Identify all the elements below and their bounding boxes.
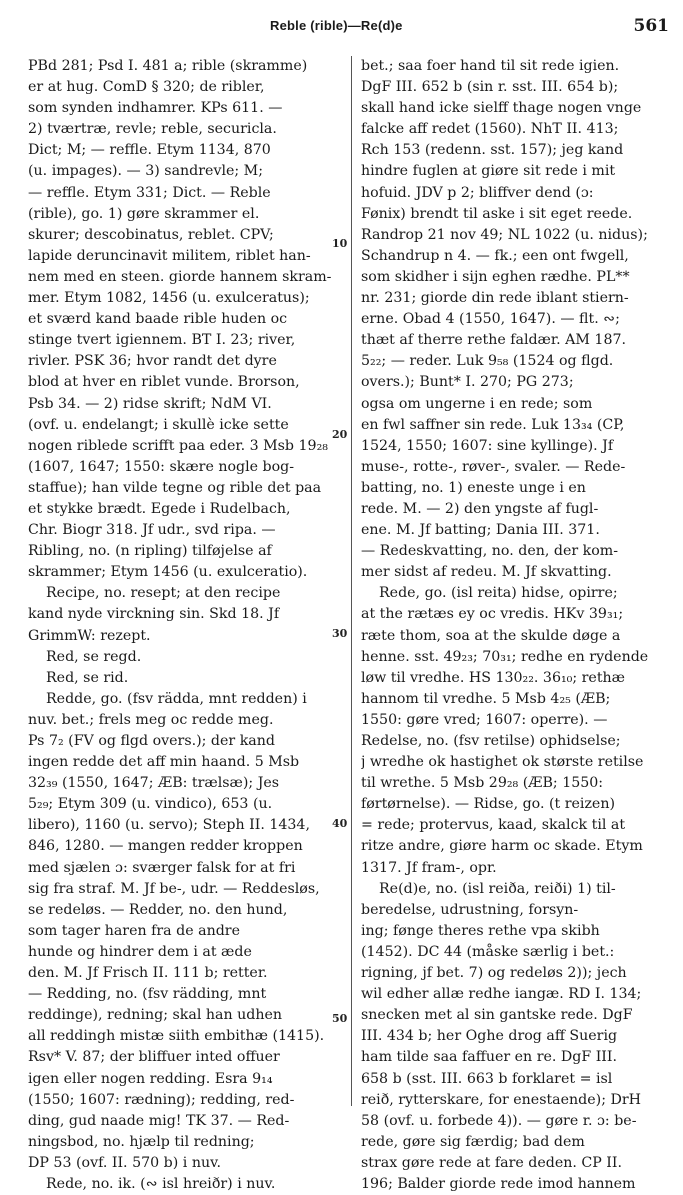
text-line: igen eller nogen redding. Esra 9₁₄ bbox=[28, 1070, 273, 1087]
text-line: som synden indhamrer. KPs 611. — bbox=[28, 100, 283, 117]
text-line: som skidher i sijn eghen rædhe. PL** bbox=[361, 268, 630, 285]
text-line: 1524, 1550; 1607: sine kyllinge). Jf bbox=[361, 437, 614, 454]
text-line: (rible), go. 1) gøre skrammer el. bbox=[28, 205, 260, 222]
text-line: som tager haren fra de andre bbox=[28, 922, 240, 939]
text-line: PBd 281; Psd I. 481 a; rible (skramme) bbox=[28, 58, 308, 74]
text-line: Rede, go. (isl reita) hidse, opirre; bbox=[379, 585, 618, 602]
text-line: ræte thom, soa at the skulde døge a bbox=[361, 627, 621, 644]
text-line: ningsbod, no. hjælp til redning; bbox=[28, 1133, 255, 1150]
text-line: den. M. Jf Frisch II. 111 b; retter. bbox=[28, 965, 268, 982]
text-line: (u. impages). — 3) sandrevle; M; bbox=[28, 163, 263, 180]
text-line: — reffle. Etym 331; Dict. — Reble bbox=[28, 184, 271, 201]
text-line: (1550; 1607: rædning); redding, red- bbox=[28, 1091, 295, 1108]
text-line: Ps 7₂ (FV og flgd overs.); der kand bbox=[28, 733, 275, 749]
text-line: ham tilde saa faffuer en re. DgF III. bbox=[361, 1049, 618, 1066]
text-line: til wrethe. 5 Msb 29₂₈ (ÆB; 1550: bbox=[361, 775, 604, 792]
text-line: ritze andre, giøre harm oc skade. Etym bbox=[361, 838, 643, 855]
text-line: strax gøre rede at fare deden. CP II. bbox=[361, 1154, 623, 1171]
text-line: nogen riblede scrifft paa eder. 3 Msb 19₂₈ bbox=[28, 437, 328, 454]
text-line: (1607, 1647; 1550: skære nogle bog- bbox=[28, 458, 295, 475]
text-line: all reddingh mistæ siith embithæ (1415). bbox=[28, 1028, 325, 1045]
margin-line-number: 10 bbox=[332, 237, 348, 250]
margin-line-number: 20 bbox=[332, 428, 348, 441]
text-line: et stykke brædt. Egede i Rudelbach, bbox=[28, 500, 291, 517]
text-line: henne. sst. 49₂₃; 70₃₁; redhe en rydende bbox=[361, 648, 649, 665]
left-column bbox=[28, 56, 338, 1195]
text-line: bet.; saa foer hand til sit rede igien. bbox=[361, 58, 620, 74]
text-line: se redeløs. — Redder, no. den hund, bbox=[28, 901, 288, 918]
text-line: 5₂₉; Etym 309 (u. vindico), 653 (u. bbox=[28, 796, 273, 813]
column-divider bbox=[351, 56, 352, 1106]
text-line: mer sidst af redeu. M. Jf skvatting. bbox=[361, 564, 612, 581]
text-line: sig fra straf. M. Jf be-, udr. — Reddesløs, bbox=[28, 880, 320, 897]
text-line: skall hand icke sielff thage nogen vnge bbox=[361, 100, 642, 117]
text-line: libero), 1160 (u. servo); Steph II. 1434, bbox=[28, 817, 310, 834]
text-line: 1317. Jf fram-, opr. bbox=[361, 859, 497, 876]
text-line: ogsa om ungerne i en rede; som bbox=[361, 395, 593, 412]
text-line: DP 53 (ovf. II. 570 b) i nuv. bbox=[28, 1154, 221, 1171]
text-line: muse-, rotte-, røver-, svaler. — Rede- bbox=[361, 458, 626, 475]
text-line: DgF III. 652 b (sin r. sst. III. 654 b); bbox=[361, 79, 619, 96]
margin-line-number: 30 bbox=[332, 627, 348, 640]
text-line: Ribling, no. (n ripling) tilføjelse af bbox=[28, 543, 272, 560]
text-line: Randrop 21 nov 49; NL 1022 (u. nidus); bbox=[361, 226, 648, 243]
text-line: ingen redde det aff min haand. 5 Msb bbox=[28, 754, 300, 771]
text-line: ene. M. Jf batting; Dania III. 371. bbox=[361, 522, 600, 539]
text-line: ing; fønge theres rethe vpa skibh bbox=[361, 922, 600, 939]
text-line: blod at hver en riblet vunde. Brorson, bbox=[28, 374, 300, 391]
text-line: rede, gøre sig færdig; bad dem bbox=[361, 1133, 585, 1150]
text-line: hunde og hindrer dem i at æde bbox=[28, 943, 252, 960]
text-line: j wredhe ok hastighet ok største retilse bbox=[361, 754, 644, 771]
text-line: GrimmW: rezept. bbox=[28, 627, 151, 644]
text-line: Dict; M; — reffle. Etym 1134, 870 bbox=[28, 142, 271, 159]
text-line: Psb 34. — 2) ridse skrift; NdM VI. bbox=[28, 395, 272, 412]
text-line: er at hug. ComD § 320; de ribler, bbox=[28, 79, 265, 96]
text-line: beredelse, udrustning, forsyn- bbox=[361, 901, 579, 918]
text-line: reddinge), redning; skal han udhen bbox=[28, 1007, 283, 1024]
text-line: skurer; descobinatus, reblet. CPV; bbox=[28, 226, 274, 243]
right-column bbox=[361, 56, 673, 1195]
text-line: 846, 1280. — mangen redder kroppen bbox=[28, 838, 303, 855]
text-line: 196; Balder giorde rede imod hannem bbox=[361, 1175, 636, 1192]
text-line: overs.); Bunt* I. 270; PG 273; bbox=[361, 374, 574, 391]
text-line: Chr. Biogr 318. Jf udr., svd ripa. — bbox=[28, 522, 276, 539]
text-line: staffue); han vilde tegne og rible det paa bbox=[28, 479, 322, 496]
text-line: 2) tværtræ, revle; reble, securicla. bbox=[28, 121, 277, 138]
text-line: Redde, go. (fsv rädda, mnt redden) i bbox=[46, 690, 307, 707]
text-line: (ovf. u. endelangt; i skullè icke sette bbox=[28, 416, 289, 433]
text-line: Red, se rid. bbox=[46, 669, 129, 686]
text-line: rigning, jf bet. 7) og redeløs 2)); jech bbox=[361, 965, 627, 982]
text-line: reið, rytterskare, for enestaende); DrH bbox=[361, 1091, 642, 1108]
text-line: Schandrup n 4. — fk.; een ont fwgell, bbox=[361, 247, 629, 264]
text-line: wil edher allæ redhe iangæ. RD I. 134; bbox=[361, 986, 642, 1003]
text-line: (1452). DC 44 (måske særlig i bet.: bbox=[361, 943, 615, 960]
text-line: rede. M. — 2) den yngste af fugl- bbox=[361, 500, 599, 517]
text-line: Redelse, no. (fsv retilse) ophidselse; bbox=[361, 733, 621, 749]
text-line: 658 b (sst. III. 663 b forklaret = isl bbox=[361, 1070, 613, 1087]
text-line: at the rætæs ey oc vredis. HKv 39₃₁; bbox=[361, 606, 624, 623]
text-line: Red, se regd. bbox=[46, 648, 142, 665]
text-line: Re(d)e, no. (isl reiða, reiði) 1) til- bbox=[379, 880, 616, 897]
text-line: hofuid. JDV p 2; bliffver dend (ɔ: bbox=[361, 184, 594, 201]
text-line: ding, gud naade mig! TK 37. — Red- bbox=[28, 1112, 290, 1129]
text-line: førtørnelse). — Ridse, go. (t reizen) bbox=[361, 796, 615, 813]
text-line: lapide deruncinavit militem, riblet han- bbox=[28, 247, 311, 264]
text-line: 58 (ovf. u. forbede 4)). — gøre r. ɔ: be- bbox=[361, 1112, 637, 1129]
text-line: med sjælen ɔ: sværger falsk for at fri bbox=[28, 859, 296, 876]
text-line: Rede, no. ik. (∾ isl hreiðr) i nuv. bbox=[46, 1175, 276, 1192]
page-header bbox=[0, 14, 683, 38]
margin-line-number: 50 bbox=[332, 1012, 348, 1025]
text-line: 5₂₂; — reder. Luk 9₅₈ (1524 og flgd. bbox=[361, 353, 614, 370]
text-line: Fønix) brendt til aske i sit eget reede. bbox=[361, 205, 633, 222]
text-line: rivler. PSK 36; hvor randt det dyre bbox=[28, 353, 277, 370]
text-line: III. 434 b; her Oghe drog aff Suerig bbox=[361, 1028, 618, 1045]
text-line: 32₃₉ (1550, 1647; ÆB: trælsæ); Jes bbox=[28, 775, 280, 792]
text-line: batting, no. 1) eneste unge i en bbox=[361, 479, 586, 496]
text-line: skrammer; Etym 1456 (u. exulceratio). bbox=[28, 564, 308, 581]
text-line: en fwl saffner sin rede. Luk 13₃₄ (CP, bbox=[361, 416, 625, 433]
text-line: — Redding, no. (fsv rädding, mnt bbox=[28, 986, 267, 1003]
text-line: løw til vredhe. HS 130₂₂. 36₁₀; rethæ bbox=[361, 669, 625, 686]
text-line: hindre fuglen at giøre sit rede i mit bbox=[361, 163, 616, 180]
page-number: 561 bbox=[633, 16, 669, 36]
text-line: snecken met al sin gantske rede. DgF bbox=[361, 1007, 633, 1024]
text-line: nr. 231; giorde din rede iblant stiern- bbox=[361, 290, 629, 307]
text-line: Recipe, no. resept; at den recipe bbox=[46, 585, 281, 602]
text-line: 1550: gøre vred; 1607: operre). — bbox=[361, 711, 608, 728]
text-line: Rch 153 (redenn. sst. 157); jeg kand bbox=[361, 142, 624, 159]
text-line: — Redeskvatting, no. den, der kom- bbox=[361, 543, 619, 560]
text-line: nuv. bet.; frels meg oc redde meg. bbox=[28, 711, 274, 728]
text-line: thæt af therre rethe faldær. AM 187. bbox=[361, 332, 627, 349]
running-title: Reble (rible)—Re(d)e bbox=[270, 18, 403, 33]
text-line: Rsv* V. 87; der bliffuer inted offuer bbox=[28, 1049, 280, 1066]
margin-line-number: 40 bbox=[332, 817, 348, 830]
text-line: erne. Obad 4 (1550, 1647). — flt. ∾; bbox=[361, 311, 620, 328]
text-line: nem med en steen. giorde hannem skram- bbox=[28, 268, 332, 285]
text-line: mer. Etym 1082, 1456 (u. exulceratus); bbox=[28, 290, 310, 307]
text-line: falcke aff redet (1560). NhT II. 413; bbox=[361, 121, 619, 138]
text-line: hannom til vredhe. 5 Msb 4₂₅ (ÆB; bbox=[361, 690, 611, 707]
text-line: kand nyde virckning sin. Skd 18. Jf bbox=[28, 606, 280, 623]
text-line: stinge tvert igiennem. BT I. 23; river, bbox=[28, 332, 296, 349]
text-line: et sværd kand baade rible huden oc bbox=[28, 311, 288, 328]
text-line: = rede; protervus, kaad, skalck til at bbox=[361, 817, 626, 834]
